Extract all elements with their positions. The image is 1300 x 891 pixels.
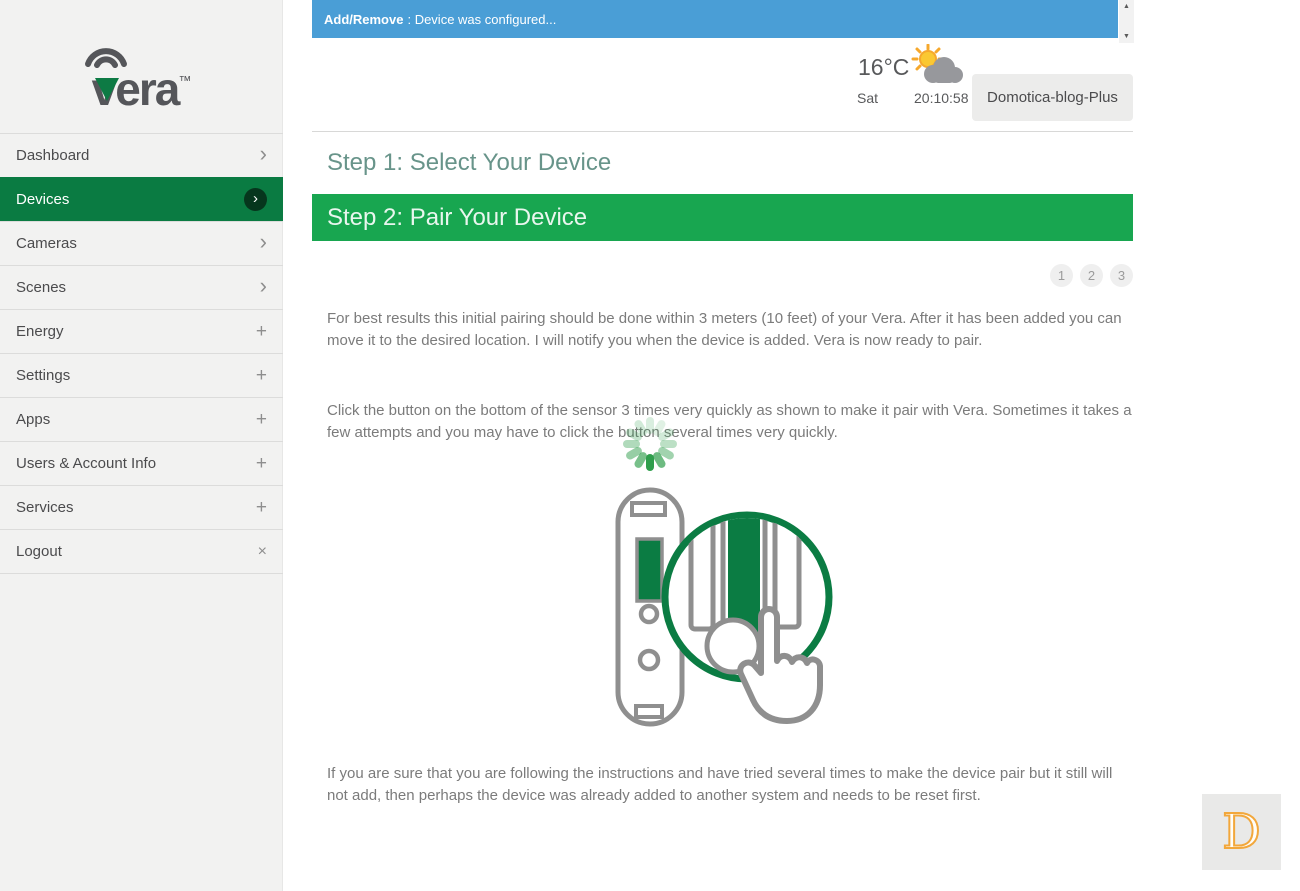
logo-triangle	[95, 78, 119, 101]
sidebar-item-label: Logout	[16, 543, 62, 560]
sidebar-item-label: Energy	[16, 323, 64, 340]
plus-icon: +	[255, 497, 267, 518]
weather-day: Sat	[857, 90, 879, 106]
chevron-right-icon: ›	[259, 229, 267, 254]
sidebar-item-label: Devices	[16, 191, 70, 208]
plus-icon: +	[255, 321, 267, 342]
logo-trademark: ™	[178, 73, 192, 88]
scroll-down-icon[interactable]: ▼	[1123, 33, 1130, 40]
sidebar-item-label: Apps	[16, 411, 51, 428]
step1-header[interactable]: Step 1: Select Your Device	[327, 149, 612, 176]
sidebar	[0, 0, 283, 891]
notification-banner[interactable]	[312, 0, 1118, 38]
pairing-instructions-3: If you are sure that you are following the instructions and have tried several times to make the device pair but it still will not add, then perhaps the device was already added to another system and needs to be reset first.	[327, 765, 1113, 804]
sidebar-item-settings[interactable]	[0, 353, 283, 397]
sidebar-menu	[0, 133, 283, 574]
sidebar-item-label: Cameras	[16, 235, 77, 252]
weather-temperature: 16°C	[858, 54, 910, 80]
sidebar-item-apps[interactable]	[0, 397, 283, 441]
plus-icon: +	[255, 365, 267, 386]
notification-label: Add/Remove	[324, 11, 404, 27]
sidebar-item-services[interactable]	[0, 485, 283, 529]
step2-header[interactable]	[312, 194, 1133, 241]
plus-icon: +	[255, 453, 267, 474]
controller-name-button[interactable]: Domotica-blog-Plus	[972, 74, 1133, 121]
sidebar-item-label: Users & Account Info	[16, 455, 157, 472]
step-pagination	[1050, 264, 1133, 287]
scroll-up-icon[interactable]: ▲	[1123, 3, 1130, 10]
sidebar-item-cameras[interactable]	[0, 221, 283, 265]
avatar[interactable]	[1202, 794, 1281, 870]
notification-message: : Device was configured...	[407, 11, 557, 27]
close-icon: ×	[257, 542, 267, 560]
pairing-instructions-1: For best results this initial pairing should be done within 3 meters (10 feet) of your Vera. After it has been added you can move it to the desired location. I will notify you when the device is added. Vera is now ready to pair.	[327, 310, 1122, 349]
page-dot-2[interactable]: 2	[1080, 264, 1103, 287]
wifi-arcs-icon	[83, 42, 129, 68]
notification-scrollbar[interactable]	[1119, 0, 1134, 43]
avatar-letter: D	[1222, 804, 1261, 860]
sidebar-item-users-account-info[interactable]	[0, 441, 283, 485]
plus-icon: +	[255, 409, 267, 430]
chevron-right-icon: ›	[259, 141, 267, 166]
logo-text: vera	[91, 63, 179, 115]
sidebar-item-devices[interactable]	[0, 177, 283, 221]
clock-time: 20:10:58	[914, 90, 969, 106]
sidebar-item-label: Services	[16, 499, 74, 516]
page-dot-1[interactable]: 1	[1050, 264, 1073, 287]
sidebar-item-label: Dashboard	[16, 147, 90, 164]
sidebar-item-energy[interactable]	[0, 309, 283, 353]
chevron-right-circle-icon: ›	[244, 188, 267, 211]
sidebar-item-logout[interactable]	[0, 529, 283, 573]
sidebar-item-dashboard[interactable]	[0, 133, 283, 177]
magnifier-button-press	[665, 497, 829, 721]
vera-logo	[0, 40, 283, 115]
step2-title: Step 2: Pair Your Device	[327, 203, 588, 231]
weather-sun-cloud-icon	[911, 44, 965, 90]
vera-logo-wrap	[91, 40, 192, 115]
sidebar-item-scenes[interactable]	[0, 265, 283, 309]
chevron-right-icon: ›	[259, 273, 267, 298]
loading-spinner-icon	[621, 415, 679, 473]
sidebar-item-label: Scenes	[16, 279, 67, 296]
device-pairing-illustration	[605, 483, 845, 733]
pairing-instructions-2: Click the button on the bottom of the sensor 3 times very quickly as shown to make it pair with Vera. Sometimes it takes a few attempts and you may have to click the button several times very quickly.	[327, 402, 1132, 441]
header-divider	[312, 131, 1133, 132]
sidebar-item-label: Settings	[16, 367, 71, 384]
page-dot-3[interactable]: 3	[1110, 264, 1133, 287]
